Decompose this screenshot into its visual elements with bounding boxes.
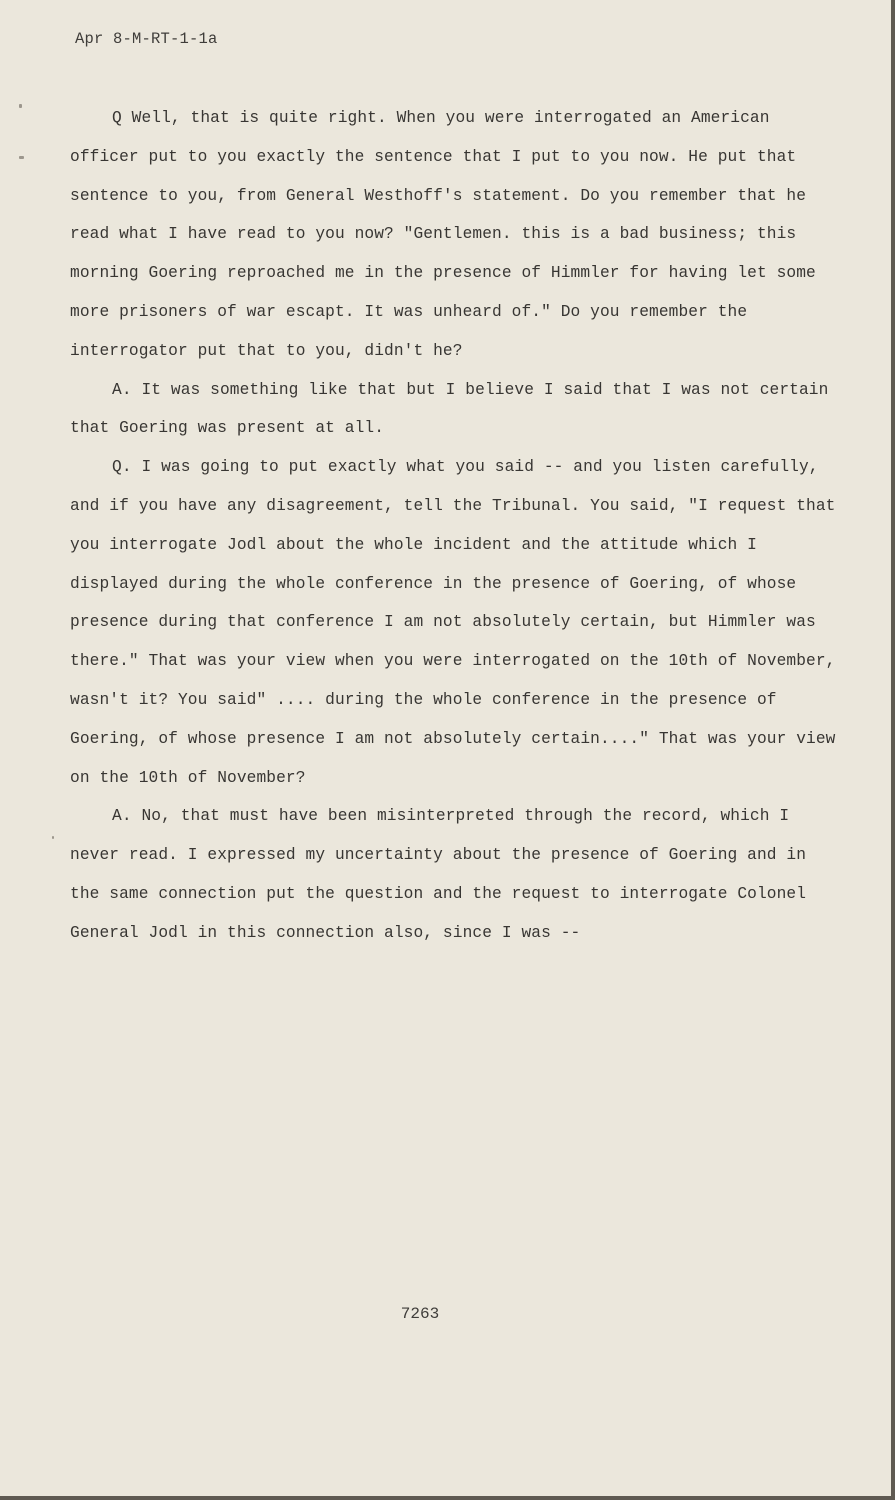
transcript-paragraph-3: Q. I was going to put exactly what you said -- and you listen carefully, and if you have any disagreement, tell the Tribunal. You said, "I request that you interrogate Jodl about the whole incident and the attitude which I displayed during the whole conference in the presence of Goering, of whose presence during that conference I am not absolutely certain, but Himmler was there." That was your view when you were interrogated on the 10th of November, wasn't it? You said" .... during the whole conference in the presence of Goering, of whose presence I am not absolutely certain...." That was your view on the 10th of November? bbox=[70, 458, 836, 787]
transcript-paragraph-4: A. No, that must have been misinterpreted through the record, which I never read. I expressed my uncertainty about the presence of Goering and in the same connection put the question and the request to interrogate Colonel General Jodl in this connection also, since I was -- bbox=[70, 807, 807, 942]
transcript-body bbox=[70, 99, 840, 953]
page-number: 7263 bbox=[400, 1305, 440, 1323]
transcript-paragraph-1: Q Well, that is quite right. When you were interrogated an American officer put to you exactly the sentence that I put to you now. He put that sentence to you, from General Westhoff's statement. Do you remember that he read what I have read to you now? "Gentlemen. this is a bad business; this morning Goering reproached me in the presence of Himmler for having let some more prisoners of war escapt. It was unheard of." Do you remember the interrogator put that to you, didn't he? bbox=[70, 109, 816, 360]
transcript-paragraph-2: A. It was something like that but I believe I said that I was not certain that Goering was present at all. bbox=[70, 380, 829, 438]
paper-blemish bbox=[52, 836, 54, 839]
page-reference: Apr 8-M-RT-1-1a bbox=[75, 30, 218, 48]
paper-blemish bbox=[19, 156, 24, 159]
paper-blemish bbox=[19, 104, 22, 108]
